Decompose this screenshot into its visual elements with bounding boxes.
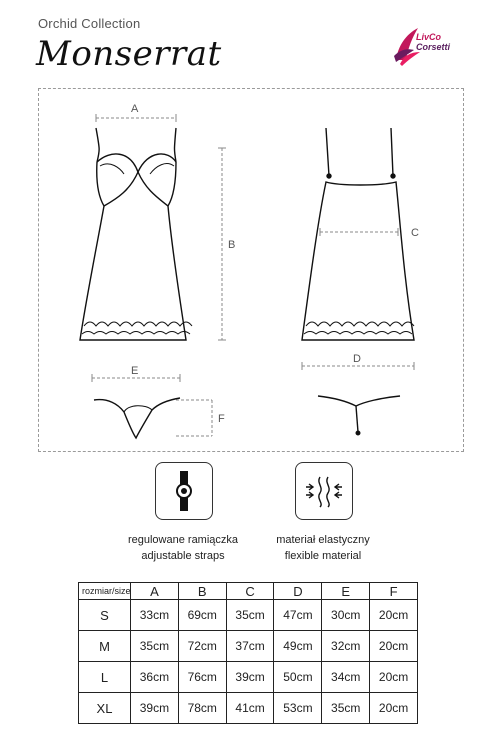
size-cell: S — [79, 600, 131, 631]
column-header: F — [370, 583, 418, 600]
table-cell: 32cm — [322, 631, 370, 662]
size-cell: XL — [79, 693, 131, 724]
flexible-material-feature — [295, 462, 353, 520]
table-row — [79, 631, 418, 662]
dimension-lines — [92, 114, 414, 436]
strap-buckle-icon — [156, 463, 212, 519]
corner-label: rozmiar/size — [79, 583, 131, 600]
table-row — [79, 693, 418, 724]
column-header: D — [274, 583, 322, 600]
table-cell: 20cm — [370, 600, 418, 631]
column-header: B — [178, 583, 226, 600]
table-cell: 76cm — [178, 662, 226, 693]
adjustable-straps-en: adjustable straps — [141, 550, 225, 562]
table-cell: 39cm — [131, 693, 179, 724]
size-cell: L — [79, 662, 131, 693]
brand-line2: Corsetti — [416, 42, 451, 52]
front-chemise-drawing — [80, 128, 192, 340]
column-header: C — [226, 583, 274, 600]
column-header: E — [322, 583, 370, 600]
size-cell: M — [79, 631, 131, 662]
table-cell: 72cm — [178, 631, 226, 662]
table-cell: 39cm — [226, 662, 274, 693]
collection-name: Orchid Collection — [38, 16, 141, 31]
table-cell: 35cm — [226, 600, 274, 631]
adjustable-straps-caption — [103, 532, 263, 564]
flexible-material-pl: materiał elastyczny — [276, 534, 370, 546]
table-cell: 33cm — [131, 600, 179, 631]
table-cell: 50cm — [274, 662, 322, 693]
thong-front-drawing — [94, 398, 180, 438]
table-cell: 47cm — [274, 600, 322, 631]
flexible-material-en: flexible material — [284, 550, 362, 562]
label-c: C — [411, 227, 419, 239]
table-cell: 35cm — [131, 631, 179, 662]
flexible-material-caption — [243, 532, 403, 564]
table-row — [79, 600, 418, 631]
label-f: F — [218, 413, 225, 425]
table-cell: 37cm — [226, 631, 274, 662]
stretch-arrows-icon — [296, 463, 352, 519]
table-cell: 20cm — [370, 662, 418, 693]
thong-back-drawing — [318, 396, 400, 435]
size-table — [78, 582, 418, 724]
brand-line1: LivCo — [416, 32, 442, 42]
back-chemise-drawing — [302, 128, 414, 340]
table-cell: 53cm — [274, 693, 322, 724]
label-b: B — [228, 239, 236, 251]
table-cell: 30cm — [322, 600, 370, 631]
table-cell: 36cm — [131, 662, 179, 693]
table-cell: 78cm — [178, 693, 226, 724]
table-cell: 34cm — [322, 662, 370, 693]
table-cell: 41cm — [226, 693, 274, 724]
table-cell: 35cm — [322, 693, 370, 724]
table-cell: 69cm — [178, 600, 226, 631]
table-row — [79, 662, 418, 693]
label-d: D — [353, 353, 361, 365]
table-cell: 49cm — [274, 631, 322, 662]
table-cell: 20cm — [370, 693, 418, 724]
column-header: A — [131, 583, 179, 600]
product-name: Monserrat — [36, 34, 222, 74]
table-cell: 20cm — [370, 631, 418, 662]
adjustable-straps-pl: regulowane ramiączka — [127, 534, 239, 546]
size-table-header — [79, 583, 418, 600]
adjustable-straps-feature — [155, 462, 213, 520]
label-a: A — [131, 103, 139, 115]
label-e: E — [131, 365, 139, 377]
